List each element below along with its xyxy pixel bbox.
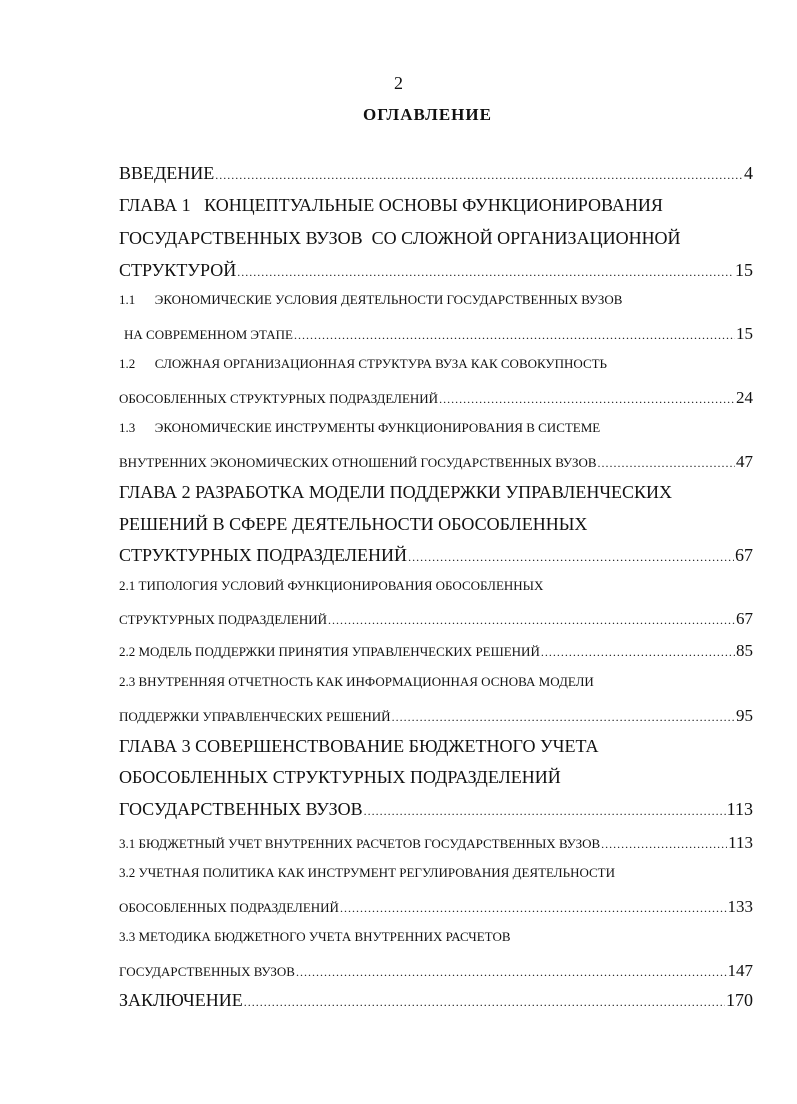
toc-entry-text: ВВЕДЕНИЕ (119, 163, 215, 183)
toc-entry-text: 1.1 ЭКОНОМИЧЕСКИЕ УСЛОВИЯ ДЕЯТЕЛЬНОСТИ ГОСУДАРСТВЕННЫХ ВУЗОВ (119, 292, 623, 307)
toc-section-2-3-line-1 (119, 674, 753, 690)
toc-section-3-2[interactable] (119, 897, 753, 917)
toc-entry-text: 3.3 МЕТОДИКА БЮДЖЕТНОГО УЧЕТА ВНУТРЕННИХ РАСЧЕТОВ (119, 929, 511, 944)
page-number: 2 (394, 73, 403, 93)
toc-chapter-1[interactable] (119, 260, 753, 281)
dot-leader (328, 613, 735, 628)
toc-title: ОГЛАВЛЕНИЕ (363, 105, 492, 124)
toc-page-number: 15 (735, 260, 753, 280)
dot-leader (340, 901, 727, 916)
toc-entry-text: ЗАКЛЮЧЕНИЕ (119, 990, 243, 1010)
toc-page-number: 85 (736, 641, 753, 660)
dot-leader (244, 995, 725, 1010)
toc-section-1-3-line-1 (119, 420, 753, 436)
toc-page-number: 113 (728, 833, 753, 852)
dot-leader (408, 550, 734, 565)
toc-page-number: 24 (736, 388, 753, 407)
toc-entry-text: 2.2 МОДЕЛЬ ПОДДЕРЖКИ ПРИНЯТИЯ УПРАВЛЕНЧЕСКИХ РЕШЕНИЙ (119, 644, 540, 659)
toc-entry-text: ОБОСОБЛЕННЫХ ПОДРАЗДЕЛЕНИЙ (119, 900, 339, 915)
toc-page-number: 47 (736, 452, 753, 471)
toc-entry-text: ГЛАВА 3 СОВЕРШЕНСТВОВАНИЕ БЮДЖЕТНОГО УЧЕТА (119, 736, 599, 756)
toc-section-2-1[interactable] (119, 609, 753, 629)
toc-entry-text: 2.1 ТИПОЛОГИЯ УСЛОВИЙ ФУНКЦИОНИРОВАНИЯ ОБОСОБЛЕННЫХ (119, 578, 544, 593)
toc-entry-text: 3.2 УЧЕТНАЯ ПОЛИТИКА КАК ИНСТРУМЕНТ РЕГУЛИРОВАНИЯ ДЕЯТЕЛЬНОСТИ (119, 865, 616, 880)
dot-leader (294, 328, 735, 343)
toc-page-number: 15 (736, 324, 753, 343)
toc-entry-introduction[interactable] (119, 163, 753, 184)
toc-section-3-3-line-1 (119, 929, 753, 945)
toc-section-3-3[interactable] (119, 961, 753, 981)
toc-entry-text: ОБОСОБЛЕННЫХ СТРУКТУРНЫХ ПОДРАЗДЕЛЕНИЙ (119, 391, 439, 406)
toc-entry-text: ГОСУДАРСТВЕННЫХ ВУЗОВ (119, 799, 363, 819)
toc-section-2-3[interactable] (119, 706, 753, 726)
dot-leader (541, 645, 735, 660)
dot-leader (364, 804, 726, 819)
toc-section-1-2[interactable] (119, 388, 753, 408)
toc-entry-text: ГЛАВА 2 РАЗРАБОТКА МОДЕЛИ ПОДДЕРЖКИ УПРАВЛЕНЧЕСКИХ (119, 482, 673, 502)
toc-chapter-2[interactable] (119, 545, 753, 566)
toc-section-2-2[interactable] (119, 641, 753, 661)
toc-chapter-3-line-2 (119, 767, 753, 788)
toc-entry-text: СТРУКТУРОЙ (119, 260, 237, 280)
toc-entry-text: ГОСУДАРСТВЕННЫХ ВУЗОВ (119, 964, 295, 979)
toc-section-3-2-line-1 (119, 865, 753, 881)
toc-entry-text: СТРУКТУРНЫХ ПОДРАЗДЕЛЕНИЙ (119, 612, 328, 627)
toc-chapter-2-line-1 (119, 482, 753, 503)
toc-section-1-1[interactable] (119, 324, 753, 344)
toc-chapter-1-line-1 (119, 195, 753, 216)
dot-leader (215, 168, 743, 183)
toc-entry-text: 1.3 ЭКОНОМИЧЕСКИЕ ИНСТРУМЕНТЫ ФУНКЦИОНИРОВАНИЯ В СИСТЕМЕ (119, 420, 601, 435)
toc-page-number: 4 (744, 163, 753, 183)
dot-leader (601, 837, 727, 852)
toc-section-1-2-line-1 (119, 356, 753, 372)
toc-entry-conclusion[interactable] (119, 990, 753, 1011)
toc-section-2-1-line-1 (119, 578, 753, 594)
dot-leader (237, 265, 734, 280)
toc-entry-text: РЕШЕНИЙ В СФЕРЕ ДЕЯТЕЛЬНОСТИ ОБОСОБЛЕННЫХ (119, 514, 588, 534)
toc-chapter-3-line-1 (119, 736, 753, 757)
dot-leader (439, 392, 735, 407)
toc-entry-text: ОБОСОБЛЕННЫХ СТРУКТУРНЫХ ПОДРАЗДЕЛЕНИЙ (119, 767, 561, 787)
toc-chapter-1-line-2 (119, 228, 753, 249)
toc-section-3-1[interactable] (119, 833, 753, 853)
toc-entry-text: ПОДДЕРЖКИ УПРАВЛЕНЧЕСКИХ РЕШЕНИЙ (119, 709, 391, 724)
toc-page-number: 95 (736, 706, 753, 725)
toc-section-1-3[interactable] (119, 452, 753, 472)
toc-page-number: 147 (727, 961, 753, 980)
toc-entry-text: ГЛАВА 1 КОНЦЕПТУАЛЬНЫЕ ОСНОВЫ ФУНКЦИОНИРОВАНИЯ (119, 195, 663, 215)
toc-entry-text: 2.3 ВНУТРЕННЯЯ ОТЧЕТНОСТЬ КАК ИНФОРМАЦИОННАЯ ОСНОВА МОДЕЛИ (119, 674, 594, 689)
dot-leader (598, 456, 735, 471)
dot-leader (296, 965, 727, 980)
toc-entry-text: ВНУТРЕННИХ ЭКОНОМИЧЕСКИХ ОТНОШЕНИЙ ГОСУДАРСТВЕННЫХ ВУЗОВ (119, 455, 597, 470)
toc-section-1-1-line-1 (119, 292, 753, 308)
toc-entry-text: 3.1 БЮДЖЕТНЫЙ УЧЕТ ВНУТРЕННИХ РАСЧЕТОВ ГОСУДАРСТВЕННЫХ ВУЗОВ (119, 836, 601, 851)
toc-entry-text: 1.2 СЛОЖНАЯ ОРГАНИЗАЦИОННАЯ СТРУКТУРА ВУЗА КАК СОВОКУПНОСТЬ (119, 356, 608, 371)
toc-page-number: 133 (727, 897, 753, 916)
toc-entry-text: НА СОВРЕМЕННОМ ЭТАПЕ (124, 327, 293, 342)
toc-page-number: 67 (736, 609, 753, 628)
toc-chapter-3[interactable] (119, 799, 753, 820)
toc-page-number: 113 (726, 799, 753, 819)
toc-entry-text: ГОСУДАРСТВЕННЫХ ВУЗОВ СО СЛОЖНОЙ ОРГАНИЗАЦИОННОЙ (119, 228, 681, 248)
dot-leader (392, 710, 735, 725)
toc-page-number: 67 (735, 545, 753, 565)
toc-entry-text: СТРУКТУРНЫХ ПОДРАЗДЕЛЕНИЙ (119, 545, 408, 565)
toc-page-number: 170 (726, 990, 753, 1010)
toc-chapter-2-line-2 (119, 514, 753, 535)
